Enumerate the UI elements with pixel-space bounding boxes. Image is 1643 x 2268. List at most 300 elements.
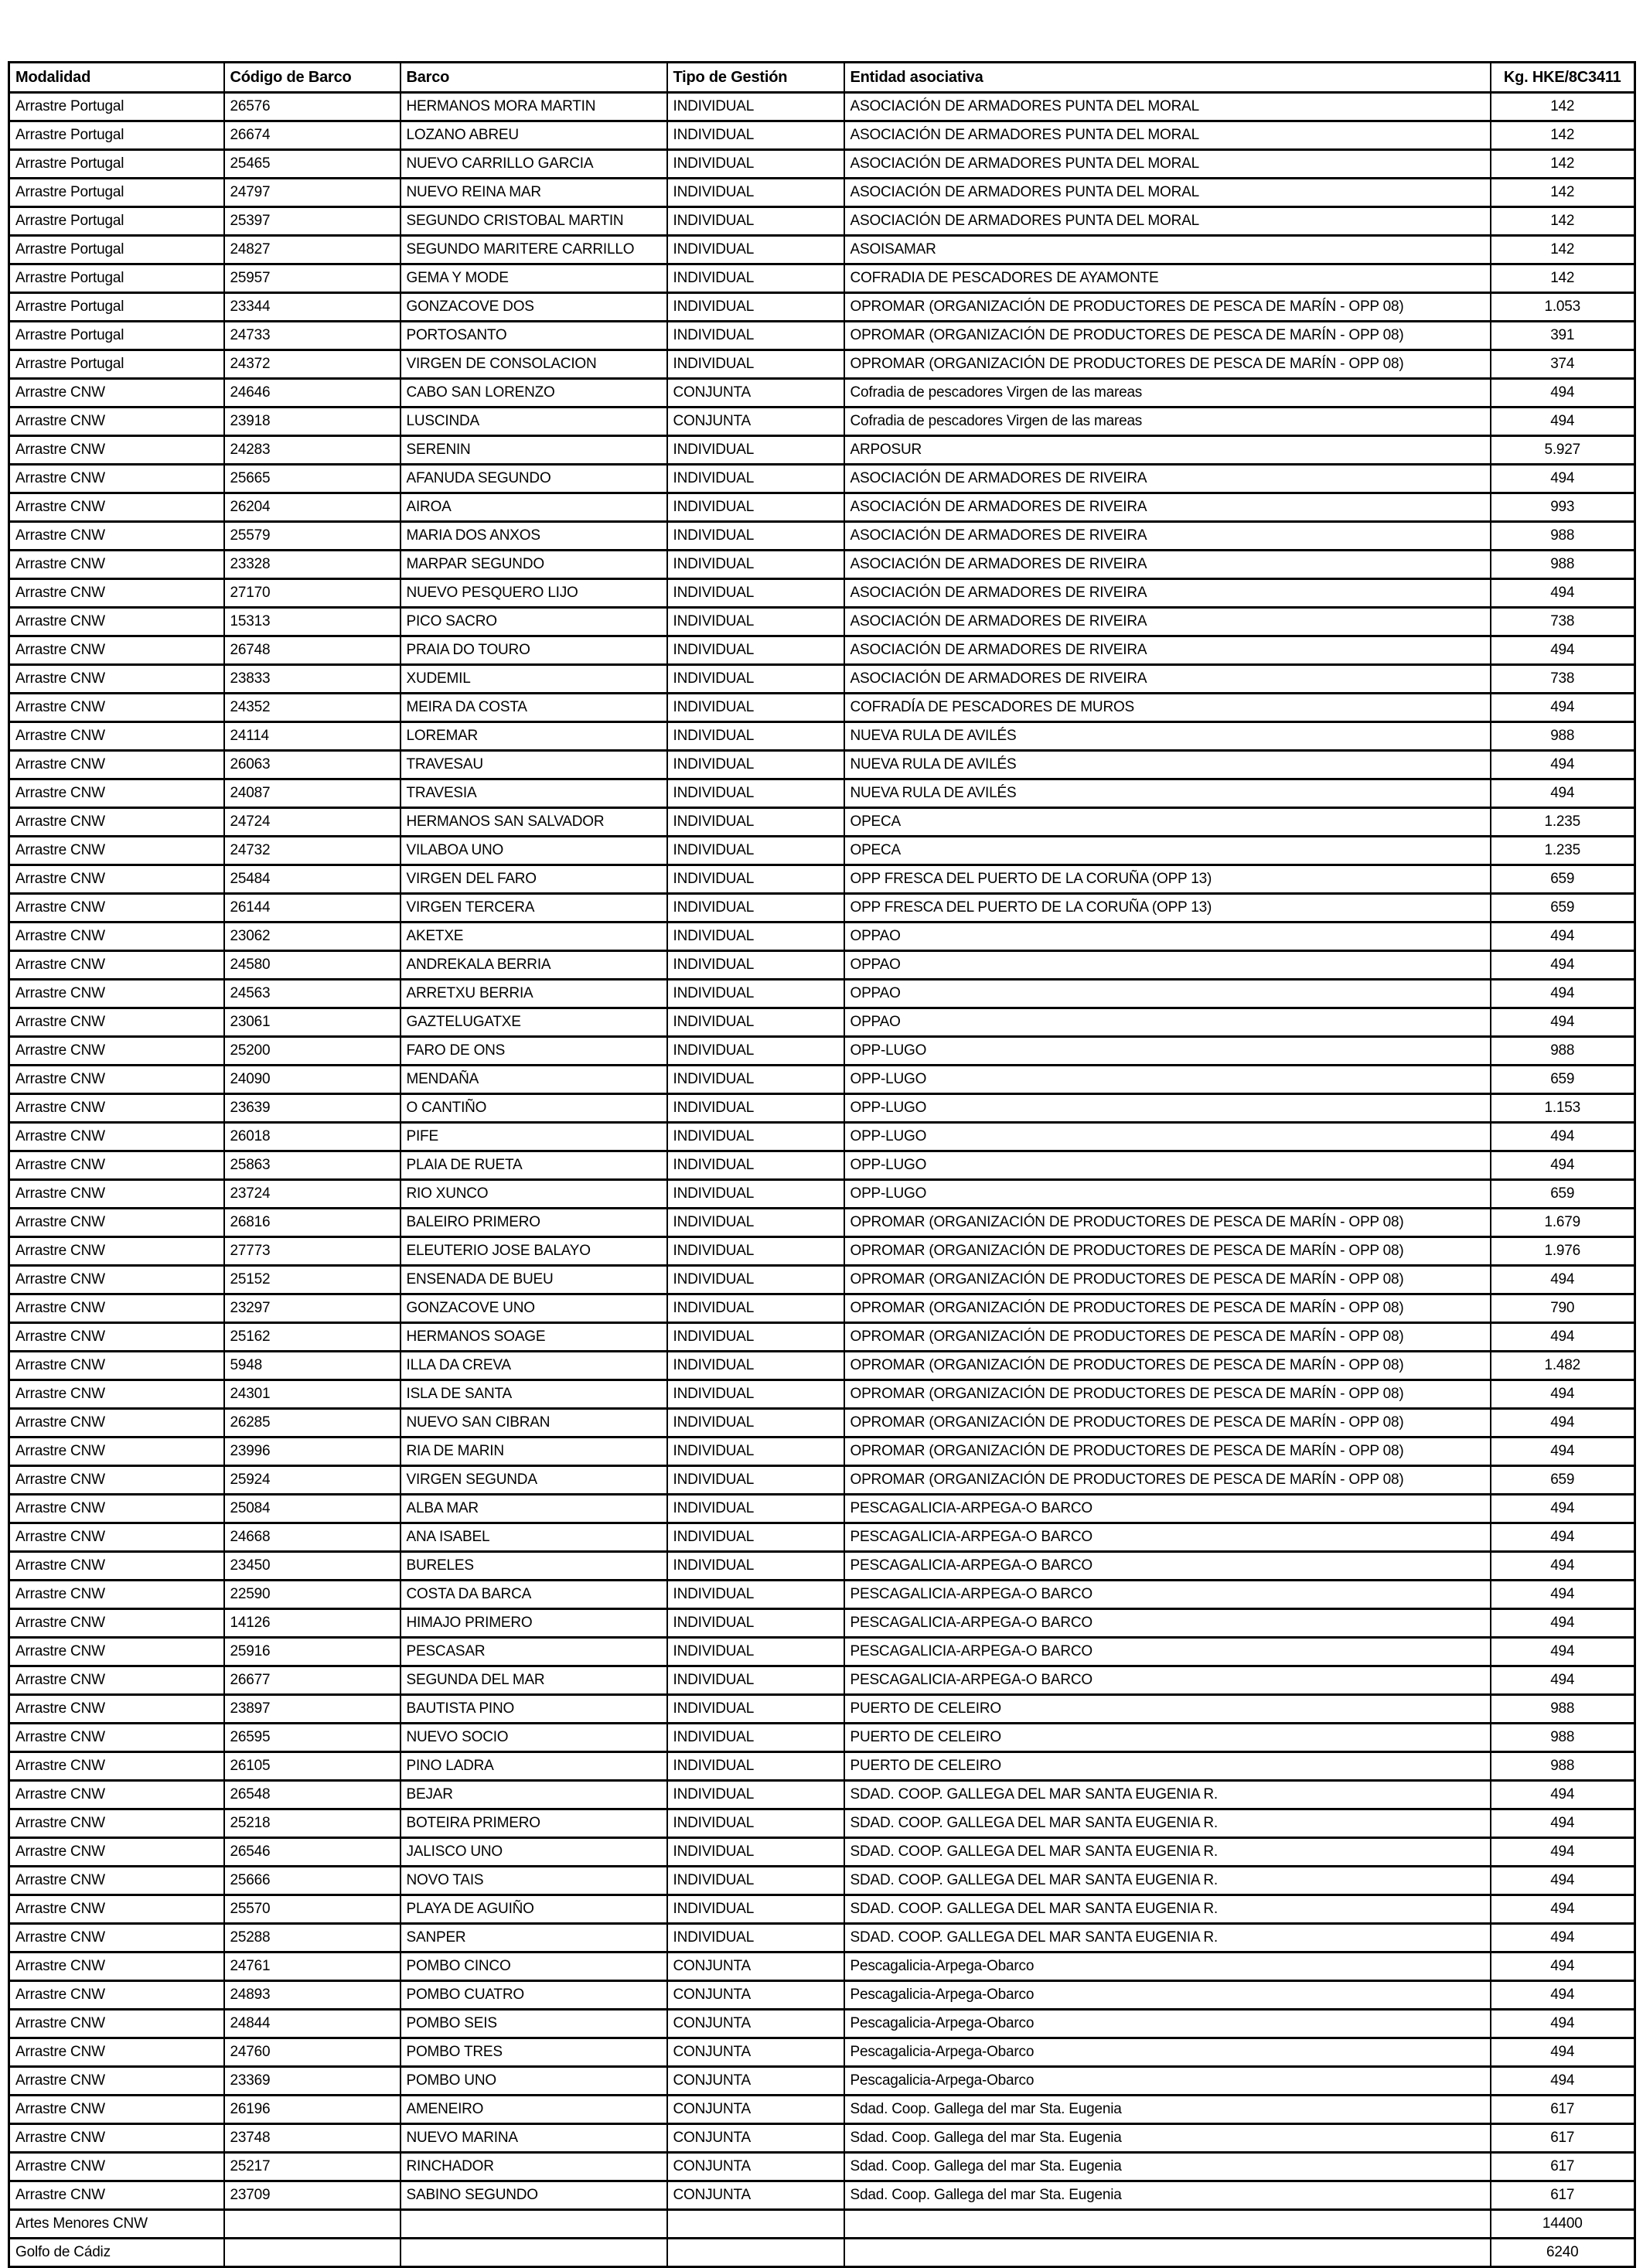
cell-kg-hke: 494	[1491, 1638, 1635, 1666]
cell-tipo-de-gestion: INDIVIDUAL	[667, 522, 844, 551]
table-row	[9, 2067, 1635, 2096]
cell-barco: SEGUNDA DEL MAR	[401, 1666, 667, 1695]
cell-modalidad: Arrastre CNW	[9, 779, 224, 808]
cell-codigo-de-barco: 24090	[224, 1066, 401, 1094]
cell-modalidad: Arrastre CNW	[9, 2096, 224, 2124]
cell-modalidad: Arrastre Portugal	[9, 322, 224, 350]
cell-kg-hke: 494	[1491, 694, 1635, 722]
table-row	[9, 436, 1635, 465]
cell-kg-hke: 494	[1491, 2067, 1635, 2096]
table-row	[9, 1237, 1635, 1266]
cell-kg-hke: 494	[1491, 779, 1635, 808]
cell-tipo-de-gestion: INDIVIDUAL	[667, 1666, 844, 1695]
cell-entidad-asociativa: ASOCIACIÓN DE ARMADORES DE RIVEIRA	[844, 608, 1491, 636]
cell-modalidad: Arrastre Portugal	[9, 121, 224, 150]
cell-barco: PESCASAR	[401, 1638, 667, 1666]
cell-modalidad: Arrastre CNW	[9, 1495, 224, 1523]
cell-codigo-de-barco: 23724	[224, 1180, 401, 1209]
cell-modalidad: Arrastre Portugal	[9, 293, 224, 322]
cell-tipo-de-gestion: INDIVIDUAL	[667, 1838, 844, 1867]
cell-entidad-asociativa: ASOCIACIÓN DE ARMADORES PUNTA DEL MORAL	[844, 150, 1491, 179]
cell-modalidad: Golfo de Cádiz	[9, 2239, 224, 2267]
cell-codigo-de-barco: 23061	[224, 1008, 401, 1037]
cell-modalidad: Arrastre CNW	[9, 1781, 224, 1809]
table-row	[9, 1151, 1635, 1180]
cell-entidad-asociativa: Cofradia de pescadores Virgen de las mareas	[844, 408, 1491, 436]
cell-entidad-asociativa: ASOCIACIÓN DE ARMADORES DE RIVEIRA	[844, 636, 1491, 665]
cell-tipo-de-gestion: CONJUNTA	[667, 2067, 844, 2096]
cell-codigo-de-barco: 23297	[224, 1294, 401, 1323]
table-row	[9, 121, 1635, 150]
cell-entidad-asociativa: SDAD. COOP. GALLEGA DEL MAR SANTA EUGENIA R.	[844, 1838, 1491, 1867]
cell-modalidad: Arrastre CNW	[9, 579, 224, 608]
table-row	[9, 1037, 1635, 1066]
cell-entidad-asociativa: Sdad. Coop. Gallega del mar Sta. Eugenia	[844, 2153, 1491, 2181]
table-row	[9, 522, 1635, 551]
cell-barco: LUSCINDA	[401, 408, 667, 436]
table-row	[9, 894, 1635, 923]
cell-codigo-de-barco: 24761	[224, 1953, 401, 1981]
cell-codigo-de-barco: 25084	[224, 1495, 401, 1523]
cell-codigo-de-barco: 23328	[224, 551, 401, 579]
cell-barco: SEGUNDO MARITERE CARRILLO	[401, 236, 667, 264]
cell-kg-hke: 494	[1491, 1838, 1635, 1867]
cell-entidad-asociativa: OPP-LUGO	[844, 1037, 1491, 1066]
cell-tipo-de-gestion: INDIVIDUAL	[667, 150, 844, 179]
cell-barco: POMBO CINCO	[401, 1953, 667, 1981]
cell-tipo-de-gestion: INDIVIDUAL	[667, 1638, 844, 1666]
cell-entidad-asociativa: ASOCIACIÓN DE ARMADORES PUNTA DEL MORAL	[844, 121, 1491, 150]
cell-codigo-de-barco: 25665	[224, 465, 401, 493]
cell-tipo-de-gestion: INDIVIDUAL	[667, 837, 844, 865]
cell-barco: AFANUDA SEGUNDO	[401, 465, 667, 493]
cell-codigo-de-barco: 25288	[224, 1924, 401, 1953]
cell-modalidad: Arrastre CNW	[9, 1809, 224, 1838]
cell-entidad-asociativa: OPROMAR (ORGANIZACIÓN DE PRODUCTORES DE PESCA DE MARÍN - OPP 08)	[844, 1237, 1491, 1266]
cell-tipo-de-gestion: INDIVIDUAL	[667, 894, 844, 923]
table-row	[9, 2124, 1635, 2153]
cell-codigo-de-barco: 24827	[224, 236, 401, 264]
cell-tipo-de-gestion: INDIVIDUAL	[667, 207, 844, 236]
table-row	[9, 1123, 1635, 1151]
cell-kg-hke: 1.482	[1491, 1352, 1635, 1380]
cell-modalidad: Arrastre CNW	[9, 2124, 224, 2153]
table-row	[9, 1781, 1635, 1809]
cell-codigo-de-barco: 24724	[224, 808, 401, 837]
cell-entidad-asociativa: Sdad. Coop. Gallega del mar Sta. Eugenia	[844, 2124, 1491, 2153]
cell-codigo-de-barco: 5948	[224, 1352, 401, 1380]
cell-entidad-asociativa: Pescagalicia-Arpega-Obarco	[844, 1981, 1491, 2010]
cell-codigo-de-barco: 22590	[224, 1581, 401, 1609]
cell-barco: HERMANOS SAN SALVADOR	[401, 808, 667, 837]
cell-modalidad: Arrastre CNW	[9, 694, 224, 722]
cell-barco: MENDAÑA	[401, 1066, 667, 1094]
cell-tipo-de-gestion: INDIVIDUAL	[667, 1352, 844, 1380]
column-header-modalidad: Modalidad	[9, 63, 224, 93]
cell-barco: LOREMAR	[401, 722, 667, 751]
cell-tipo-de-gestion: INDIVIDUAL	[667, 1495, 844, 1523]
cell-kg-hke: 494	[1491, 636, 1635, 665]
cell-modalidad: Arrastre CNW	[9, 980, 224, 1008]
cell-tipo-de-gestion: CONJUNTA	[667, 1981, 844, 2010]
cell-codigo-de-barco: 25916	[224, 1638, 401, 1666]
cell-modalidad: Arrastre CNW	[9, 1237, 224, 1266]
cell-barco: BAUTISTA PINO	[401, 1695, 667, 1724]
cell-tipo-de-gestion: INDIVIDUAL	[667, 1323, 844, 1352]
cell-tipo-de-gestion: INDIVIDUAL	[667, 722, 844, 751]
cell-modalidad: Arrastre CNW	[9, 1609, 224, 1638]
cell-tipo-de-gestion: INDIVIDUAL	[667, 779, 844, 808]
table-row	[9, 379, 1635, 408]
cell-barco: ANDREKALA BERRIA	[401, 951, 667, 980]
cell-modalidad: Arrastre CNW	[9, 1438, 224, 1466]
cell-barco: SEGUNDO CRISTOBAL MARTIN	[401, 207, 667, 236]
cell-tipo-de-gestion: INDIVIDUAL	[667, 1466, 844, 1495]
cell-barco: VILABOA UNO	[401, 837, 667, 865]
cell-tipo-de-gestion: INDIVIDUAL	[667, 636, 844, 665]
cell-tipo-de-gestion: CONJUNTA	[667, 2181, 844, 2210]
cell-tipo-de-gestion: INDIVIDUAL	[667, 1066, 844, 1094]
cell-codigo-de-barco: 23748	[224, 2124, 401, 2153]
cell-tipo-de-gestion: INDIVIDUAL	[667, 1438, 844, 1466]
table-row	[9, 2096, 1635, 2124]
cell-modalidad: Arrastre CNW	[9, 2067, 224, 2096]
cell-tipo-de-gestion	[667, 2239, 844, 2267]
cell-codigo-de-barco: 27170	[224, 579, 401, 608]
cell-modalidad: Arrastre Portugal	[9, 179, 224, 207]
cell-tipo-de-gestion: INDIVIDUAL	[667, 923, 844, 951]
cell-codigo-de-barco: 23833	[224, 665, 401, 694]
cell-barco: MARIA DOS ANXOS	[401, 522, 667, 551]
cell-tipo-de-gestion: INDIVIDUAL	[667, 1409, 844, 1438]
table-row	[9, 1724, 1635, 1752]
cell-codigo-de-barco: 26546	[224, 1838, 401, 1867]
table-row	[9, 1438, 1635, 1466]
cell-barco: RINCHADOR	[401, 2153, 667, 2181]
cell-entidad-asociativa: PESCAGALICIA-ARPEGA-O BARCO	[844, 1552, 1491, 1581]
table-header-row	[9, 63, 1635, 93]
cell-barco: LOZANO ABREU	[401, 121, 667, 150]
cell-modalidad: Arrastre CNW	[9, 1552, 224, 1581]
cell-barco: NUEVO REINA MAR	[401, 179, 667, 207]
cell-modalidad: Arrastre Portugal	[9, 207, 224, 236]
cell-kg-hke: 617	[1491, 2124, 1635, 2153]
cell-kg-hke: 494	[1491, 951, 1635, 980]
cell-barco: TRAVESAU	[401, 751, 667, 779]
cell-entidad-asociativa: SDAD. COOP. GALLEGA DEL MAR SANTA EUGENIA R.	[844, 1781, 1491, 1809]
cell-modalidad: Arrastre CNW	[9, 1323, 224, 1352]
cell-kg-hke: 494	[1491, 1266, 1635, 1294]
cell-codigo-de-barco: 25924	[224, 1466, 401, 1495]
cell-codigo-de-barco: 14126	[224, 1609, 401, 1638]
cell-modalidad: Arrastre CNW	[9, 1581, 224, 1609]
cell-tipo-de-gestion: INDIVIDUAL	[667, 1867, 844, 1895]
column-header-kg-hke: Kg. HKE/8C3411	[1491, 63, 1635, 93]
table-row	[9, 1094, 1635, 1123]
cell-kg-hke: 6240	[1491, 2239, 1635, 2267]
cell-kg-hke: 1.153	[1491, 1094, 1635, 1123]
cell-entidad-asociativa: OPPAO	[844, 951, 1491, 980]
cell-tipo-de-gestion: INDIVIDUAL	[667, 1037, 844, 1066]
cell-codigo-de-barco: 26674	[224, 121, 401, 150]
cell-modalidad: Arrastre CNW	[9, 1953, 224, 1981]
column-header-barco: Barco	[401, 63, 667, 93]
cell-entidad-asociativa: Pescagalicia-Arpega-Obarco	[844, 2038, 1491, 2067]
cell-barco: NUEVO PESQUERO LIJO	[401, 579, 667, 608]
column-header-entidad-asociativa: Entidad asociativa	[844, 63, 1491, 93]
table-row	[9, 2239, 1635, 2267]
table-row	[9, 865, 1635, 894]
cell-modalidad: Arrastre CNW	[9, 408, 224, 436]
cell-tipo-de-gestion: INDIVIDUAL	[667, 436, 844, 465]
cell-entidad-asociativa: OPROMAR (ORGANIZACIÓN DE PRODUCTORES DE PESCA DE MARÍN - OPP 08)	[844, 1409, 1491, 1438]
cell-tipo-de-gestion: INDIVIDUAL	[667, 1724, 844, 1752]
cell-kg-hke: 617	[1491, 2181, 1635, 2210]
cell-codigo-de-barco: 24733	[224, 322, 401, 350]
cell-modalidad: Arrastre CNW	[9, 1066, 224, 1094]
cell-modalidad: Arrastre CNW	[9, 379, 224, 408]
cell-barco: POMBO SEIS	[401, 2010, 667, 2038]
cell-tipo-de-gestion: INDIVIDUAL	[667, 1895, 844, 1924]
cell-tipo-de-gestion: INDIVIDUAL	[667, 551, 844, 579]
cell-kg-hke: 494	[1491, 465, 1635, 493]
cell-kg-hke: 790	[1491, 1294, 1635, 1323]
cell-kg-hke: 494	[1491, 751, 1635, 779]
cell-entidad-asociativa: ASOCIACIÓN DE ARMADORES PUNTA DEL MORAL	[844, 179, 1491, 207]
cell-entidad-asociativa: ASOCIACIÓN DE ARMADORES DE RIVEIRA	[844, 579, 1491, 608]
table-row	[9, 1666, 1635, 1695]
cell-modalidad: Arrastre CNW	[9, 436, 224, 465]
cell-codigo-de-barco: 26196	[224, 2096, 401, 2124]
cell-kg-hke: 391	[1491, 322, 1635, 350]
cell-tipo-de-gestion: INDIVIDUAL	[667, 980, 844, 1008]
cell-entidad-asociativa: SDAD. COOP. GALLEGA DEL MAR SANTA EUGENIA R.	[844, 1867, 1491, 1895]
cell-codigo-de-barco: 26204	[224, 493, 401, 522]
cell-modalidad: Arrastre CNW	[9, 1724, 224, 1752]
cell-tipo-de-gestion: INDIVIDUAL	[667, 1924, 844, 1953]
cell-codigo-de-barco: 25397	[224, 207, 401, 236]
cell-codigo-de-barco: 25957	[224, 264, 401, 293]
cell-kg-hke: 142	[1491, 179, 1635, 207]
cell-kg-hke: 1.235	[1491, 808, 1635, 837]
table-row	[9, 1953, 1635, 1981]
cell-barco: ISLA DE SANTA	[401, 1380, 667, 1409]
table-row	[9, 493, 1635, 522]
cell-codigo-de-barco: 23918	[224, 408, 401, 436]
table-row	[9, 1495, 1635, 1523]
cell-barco: PICO SACRO	[401, 608, 667, 636]
cell-entidad-asociativa: PESCAGALICIA-ARPEGA-O BARCO	[844, 1581, 1491, 1609]
cell-entidad-asociativa: ASOISAMAR	[844, 236, 1491, 264]
cell-entidad-asociativa: NUEVA RULA DE AVILÉS	[844, 779, 1491, 808]
cell-barco	[401, 2210, 667, 2239]
cell-kg-hke: 494	[1491, 379, 1635, 408]
table-row	[9, 1294, 1635, 1323]
cell-kg-hke: 494	[1491, 1008, 1635, 1037]
cell-entidad-asociativa: OPP-LUGO	[844, 1066, 1491, 1094]
cell-entidad-asociativa: OPP FRESCA DEL PUERTO DE LA CORUÑA (OPP 13)	[844, 894, 1491, 923]
cell-entidad-asociativa: OPROMAR (ORGANIZACIÓN DE PRODUCTORES DE PESCA DE MARÍN - OPP 08)	[844, 1323, 1491, 1352]
cell-codigo-de-barco: 23450	[224, 1552, 401, 1581]
cell-kg-hke: 988	[1491, 522, 1635, 551]
cell-codigo-de-barco: 27773	[224, 1237, 401, 1266]
cell-entidad-asociativa: OPROMAR (ORGANIZACIÓN DE PRODUCTORES DE PESCA DE MARÍN - OPP 08)	[844, 1352, 1491, 1380]
cell-barco: NUEVO CARRILLO GARCIA	[401, 150, 667, 179]
cell-modalidad: Arrastre CNW	[9, 1666, 224, 1695]
table-row	[9, 293, 1635, 322]
cell-modalidad: Arrastre CNW	[9, 1752, 224, 1781]
cell-modalidad: Arrastre CNW	[9, 1638, 224, 1666]
cell-tipo-de-gestion: CONJUNTA	[667, 408, 844, 436]
cell-entidad-asociativa: ASOCIACIÓN DE ARMADORES DE RIVEIRA	[844, 522, 1491, 551]
cell-modalidad: Arrastre CNW	[9, 865, 224, 894]
cell-codigo-de-barco: 25152	[224, 1266, 401, 1294]
cell-entidad-asociativa: OPPAO	[844, 923, 1491, 951]
cell-modalidad: Arrastre CNW	[9, 1981, 224, 2010]
cell-tipo-de-gestion: INDIVIDUAL	[667, 865, 844, 894]
table-row	[9, 1552, 1635, 1581]
cell-barco: POMBO CUATRO	[401, 1981, 667, 2010]
cell-barco: VIRGEN DE CONSOLACION	[401, 350, 667, 379]
cell-barco: ELEUTERIO JOSE BALAYO	[401, 1237, 667, 1266]
cell-entidad-asociativa: ASOCIACIÓN DE ARMADORES DE RIVEIRA	[844, 665, 1491, 694]
table-row	[9, 1523, 1635, 1552]
cell-codigo-de-barco: 26548	[224, 1781, 401, 1809]
cell-tipo-de-gestion: INDIVIDUAL	[667, 1523, 844, 1552]
table-row	[9, 1466, 1635, 1495]
cell-kg-hke: 494	[1491, 1151, 1635, 1180]
table-row	[9, 2010, 1635, 2038]
cell-kg-hke: 494	[1491, 980, 1635, 1008]
cell-entidad-asociativa: OPROMAR (ORGANIZACIÓN DE PRODUCTORES DE PESCA DE MARÍN - OPP 08)	[844, 1438, 1491, 1466]
cell-kg-hke: 1.679	[1491, 1209, 1635, 1237]
cell-codigo-de-barco: 26576	[224, 93, 401, 121]
cell-codigo-de-barco: 25863	[224, 1151, 401, 1180]
table-row	[9, 1266, 1635, 1294]
cell-entidad-asociativa: ASOCIACIÓN DE ARMADORES DE RIVEIRA	[844, 493, 1491, 522]
cell-barco: BALEIRO PRIMERO	[401, 1209, 667, 1237]
cell-entidad-asociativa	[844, 2210, 1491, 2239]
cell-codigo-de-barco: 24087	[224, 779, 401, 808]
cell-barco: VIRGEN TERCERA	[401, 894, 667, 923]
table-row	[9, 722, 1635, 751]
cell-kg-hke: 494	[1491, 1953, 1635, 1981]
cell-tipo-de-gestion: INDIVIDUAL	[667, 1266, 844, 1294]
cell-entidad-asociativa: OPPAO	[844, 1008, 1491, 1037]
cell-barco: SABINO SEGUNDO	[401, 2181, 667, 2210]
table-row	[9, 1066, 1635, 1094]
cell-kg-hke: 1.053	[1491, 293, 1635, 322]
cell-barco: NUEVO SAN CIBRAN	[401, 1409, 667, 1438]
cell-kg-hke: 738	[1491, 665, 1635, 694]
cell-barco: COSTA DA BARCA	[401, 1581, 667, 1609]
cell-codigo-de-barco: 23344	[224, 293, 401, 322]
cell-entidad-asociativa: Sdad. Coop. Gallega del mar Sta. Eugenia	[844, 2096, 1491, 2124]
cell-codigo-de-barco: 23639	[224, 1094, 401, 1123]
cell-barco: NUEVO MARINA	[401, 2124, 667, 2153]
cell-tipo-de-gestion: INDIVIDUAL	[667, 493, 844, 522]
cell-barco: BURELES	[401, 1552, 667, 1581]
cell-codigo-de-barco: 24352	[224, 694, 401, 722]
cell-modalidad: Arrastre CNW	[9, 1695, 224, 1724]
cell-barco: VIRGEN DEL FARO	[401, 865, 667, 894]
table-row	[9, 1867, 1635, 1895]
table-row	[9, 322, 1635, 350]
cell-entidad-asociativa: OPPAO	[844, 980, 1491, 1008]
cell-modalidad: Arrastre CNW	[9, 837, 224, 865]
cell-entidad-asociativa: OPECA	[844, 808, 1491, 837]
table-row	[9, 694, 1635, 722]
table-row	[9, 779, 1635, 808]
table-row	[9, 179, 1635, 207]
cell-modalidad: Arrastre CNW	[9, 1151, 224, 1180]
cell-codigo-de-barco: 25200	[224, 1037, 401, 1066]
table-row	[9, 1409, 1635, 1438]
cell-codigo-de-barco: 25162	[224, 1323, 401, 1352]
cell-entidad-asociativa: OPROMAR (ORGANIZACIÓN DE PRODUCTORES DE PESCA DE MARÍN - OPP 08)	[844, 1209, 1491, 1237]
table-row	[9, 150, 1635, 179]
cell-codigo-de-barco: 26105	[224, 1752, 401, 1781]
cell-barco: GONZACOVE UNO	[401, 1294, 667, 1323]
table-row	[9, 1981, 1635, 2010]
cell-kg-hke: 494	[1491, 1781, 1635, 1809]
cell-barco: ANA ISABEL	[401, 1523, 667, 1552]
cell-modalidad: Arrastre CNW	[9, 951, 224, 980]
cell-barco: AIROA	[401, 493, 667, 522]
cell-barco: HERMANOS MORA MARTIN	[401, 93, 667, 121]
cell-kg-hke: 659	[1491, 865, 1635, 894]
cell-kg-hke: 988	[1491, 551, 1635, 579]
cell-codigo-de-barco: 24893	[224, 1981, 401, 2010]
cell-entidad-asociativa: OPROMAR (ORGANIZACIÓN DE PRODUCTORES DE PESCA DE MARÍN - OPP 08)	[844, 1266, 1491, 1294]
cell-tipo-de-gestion: INDIVIDUAL	[667, 293, 844, 322]
cell-entidad-asociativa: PUERTO DE CELEIRO	[844, 1724, 1491, 1752]
cell-entidad-asociativa: ASOCIACIÓN DE ARMADORES PUNTA DEL MORAL	[844, 93, 1491, 121]
cell-modalidad: Arrastre Portugal	[9, 236, 224, 264]
cell-barco: JALISCO UNO	[401, 1838, 667, 1867]
cell-modalidad: Arrastre CNW	[9, 1867, 224, 1895]
cell-entidad-asociativa: OPROMAR (ORGANIZACIÓN DE PRODUCTORES DE PESCA DE MARÍN - OPP 08)	[844, 1466, 1491, 1495]
table-row	[9, 636, 1635, 665]
cell-barco: GEMA Y MODE	[401, 264, 667, 293]
cell-entidad-asociativa: SDAD. COOP. GALLEGA DEL MAR SANTA EUGENIA R.	[844, 1924, 1491, 1953]
cell-modalidad: Arrastre CNW	[9, 465, 224, 493]
cell-kg-hke: 988	[1491, 1695, 1635, 1724]
cell-kg-hke: 494	[1491, 408, 1635, 436]
cell-entidad-asociativa: ASOCIACIÓN DE ARMADORES DE RIVEIRA	[844, 551, 1491, 579]
cell-tipo-de-gestion: INDIVIDUAL	[667, 1008, 844, 1037]
cell-modalidad: Arrastre CNW	[9, 1209, 224, 1237]
cell-codigo-de-barco: 26595	[224, 1724, 401, 1752]
cell-tipo-de-gestion: CONJUNTA	[667, 2096, 844, 2124]
cell-codigo-de-barco: 26018	[224, 1123, 401, 1151]
cell-kg-hke: 988	[1491, 722, 1635, 751]
table-row	[9, 1180, 1635, 1209]
cell-modalidad: Arrastre CNW	[9, 551, 224, 579]
table-row	[9, 350, 1635, 379]
cell-tipo-de-gestion: INDIVIDUAL	[667, 608, 844, 636]
cell-modalidad: Arrastre CNW	[9, 522, 224, 551]
cell-codigo-de-barco: 26144	[224, 894, 401, 923]
cell-barco: PIFE	[401, 1123, 667, 1151]
cell-entidad-asociativa: OPP-LUGO	[844, 1180, 1491, 1209]
table-row	[9, 1838, 1635, 1867]
cell-entidad-asociativa: OPP-LUGO	[844, 1123, 1491, 1151]
cell-tipo-de-gestion: INDIVIDUAL	[667, 1237, 844, 1266]
cell-kg-hke: 988	[1491, 1037, 1635, 1066]
table-row	[9, 1809, 1635, 1838]
cell-modalidad: Arrastre CNW	[9, 608, 224, 636]
